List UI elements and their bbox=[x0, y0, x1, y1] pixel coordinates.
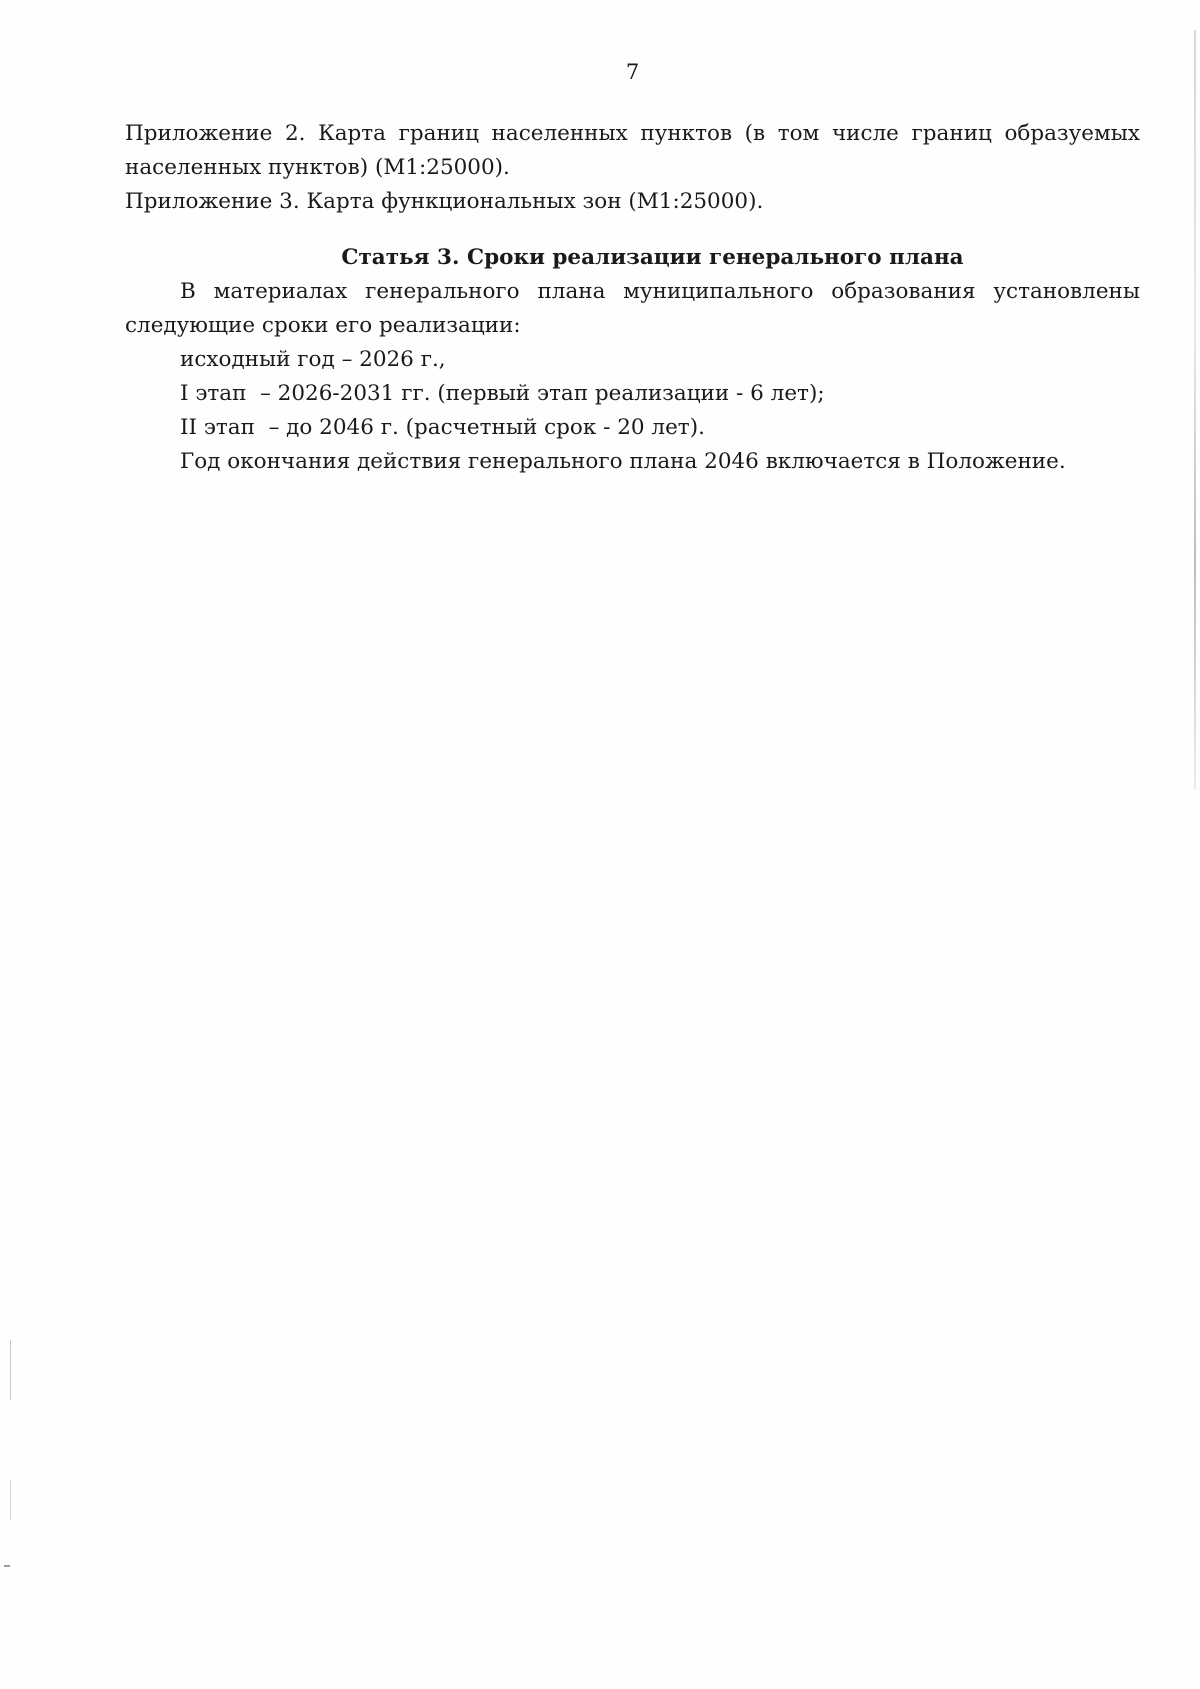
scan-edge-artifact-left-2 bbox=[10, 1480, 11, 1520]
scan-edge-artifact-left-3 bbox=[4, 1565, 10, 1567]
intro-paragraph: В материалах генерального плана муниципального образования установлены следующие сроки его реализации: bbox=[125, 279, 1140, 338]
article-heading: Статья 3. Сроки реализации генерального плана bbox=[341, 245, 964, 270]
base-year-line: исходный год – 2026 г., bbox=[180, 347, 446, 372]
stage-2-line: II этап – до 2046 г. (расчетный срок - 20 лет). bbox=[180, 415, 705, 440]
appendix-2-paragraph: Приложение 2. Карта границ населенных пунктов (в том числе границ образуемых населенных пунктов) (М1:25000). bbox=[125, 121, 1140, 180]
appendix-3-paragraph: Приложение 3. Карта функциональных зон (М1:25000). bbox=[125, 189, 764, 214]
page-number: 7 bbox=[625, 60, 640, 84]
document-body bbox=[125, 117, 1140, 479]
end-year-line: Год окончания действия генерального плана 2046 включается в Положение. bbox=[180, 449, 1066, 474]
stage-1-line: I этап – 2026-2031 гг. (первый этап реализации - 6 лет); bbox=[180, 381, 825, 406]
scan-edge-artifact bbox=[1194, 30, 1196, 790]
scan-edge-artifact-left bbox=[10, 1340, 11, 1400]
